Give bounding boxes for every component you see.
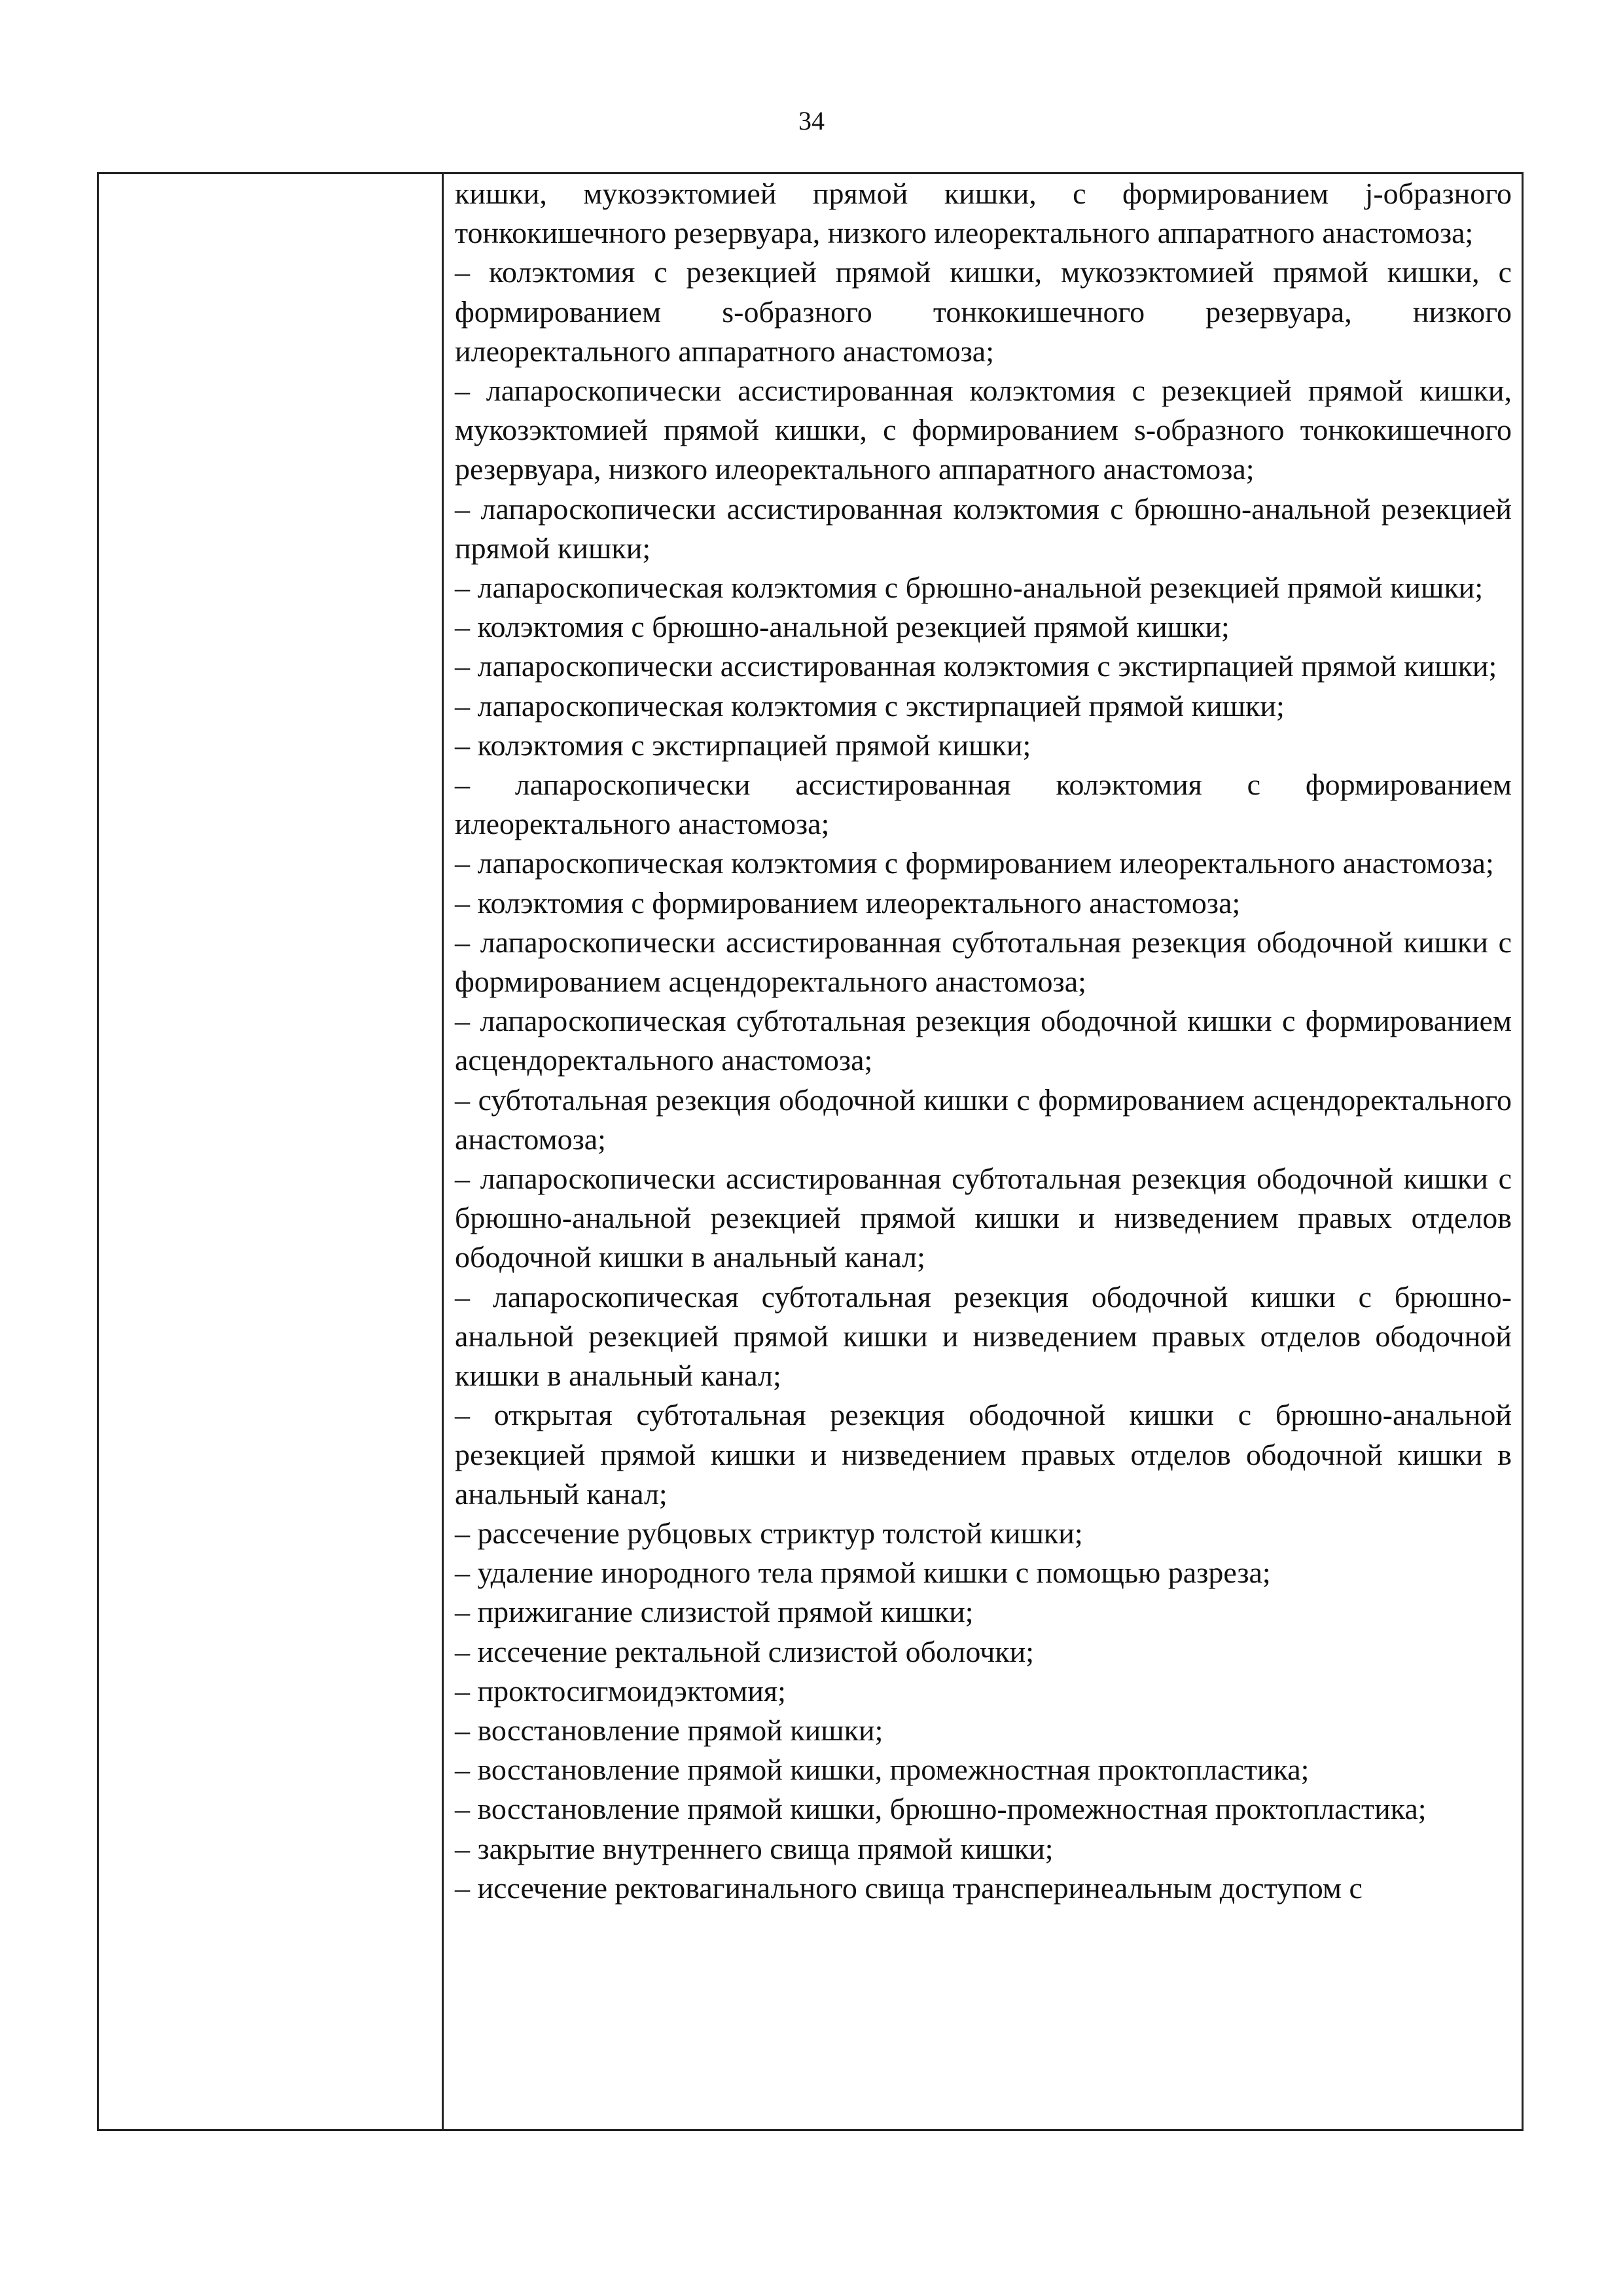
list-item: – лапароскопическая колэктомия с брюшно-анальной резекцией прямой кишки; [455, 571, 1484, 605]
list-item: – открытая субтотальная резекция ободочной кишки с брюшно-анальной резекцией прямой кишки и низведением правых отделов ободочной кишки в анальный канал; [455, 1398, 1512, 1511]
list-item: – лапароскопически ассистированная субтотальная резекция ободочной кишки с формированием асцендоректального анастомоза; [455, 925, 1512, 999]
list-item: – удаление инородного тела прямой кишки с помощью разреза; [455, 1556, 1271, 1590]
list-item: – восстановление прямой кишки, промежностная проктопластика; [455, 1753, 1310, 1787]
list-item: – колэктомия с резекцией прямой кишки, мукозэктомией прямой кишки, с формированием s-образного тонкокишечного резервуара, низкого илеоректального аппаратного анастомоза; [455, 255, 1512, 368]
list-item: – лапароскопически ассистированная колэктомия с брюшно-анальной резекцией прямой кишки; [455, 492, 1512, 565]
list-item: – восстановление прямой кишки; [455, 1713, 883, 1747]
list-item: – восстановление прямой кишки, брюшно-промежностная проктопластика; [455, 1792, 1427, 1826]
list-item: – лапароскопическая субтотальная резекция ободочной кишки с формированием асцендоректального анастомоза; [455, 1004, 1512, 1077]
list-item: – иссечение ректовагинального свища трансперинеальным доступом с [455, 1871, 1363, 1905]
list-item: – лапароскопическая субтотальная резекция ободочной кишки с брюшно-анальной резекцией прямой кишки и низведением правых отделов ободочной кишки в анальный канал; [455, 1280, 1512, 1393]
list-item: – колэктомия с экстирпацией прямой кишки; [455, 728, 1031, 762]
list-item: – прижигание слизистой прямой кишки; [455, 1595, 974, 1629]
list-item: – лапароскопически ассистированная колэктомия с экстирпацией прямой кишки; [455, 649, 1497, 683]
list-item: – субтотальная резекция ободочной кишки с формированием асцендоректального анастомоза; [455, 1083, 1512, 1156]
procedures-table [97, 172, 1524, 2131]
list-item: – рассечение рубцовых стриктур толстой кишки; [455, 1516, 1083, 1550]
page-number: 34 [798, 106, 825, 135]
list-item: – лапароскопически ассистированная колэктомия с резекцией прямой кишки, мукозэктомией прямой кишки, с формированием s-образного тонкокишечного резервуара, низкого илеоректального аппаратного анастомоза; [455, 374, 1512, 486]
list-item: – лапароскопическая колэктомия с экстирпацией прямой кишки; [455, 689, 1285, 723]
table-left-cell [99, 174, 444, 2129]
list-item: – проктосигмоидэктомия; [455, 1674, 786, 1708]
list-item: кишки, мукозэктомией прямой кишки, с формированием j-образного тонкокишечного резервуара, низкого илеоректального аппаратного анастомоза; [455, 177, 1512, 250]
table-right-cell [444, 174, 1522, 2129]
list-item: – иссечение ректальной слизистой оболочки; [455, 1634, 1035, 1668]
list-item: – колэктомия с брюшно-анальной резекцией прямой кишки; [455, 610, 1230, 644]
list-item: – лапароскопически ассистированная субтотальная резекция ободочной кишки с брюшно-анальной резекцией прямой кишки и низведением правых отделов ободочной кишки в анальный канал; [455, 1162, 1512, 1274]
procedure-list [455, 174, 1512, 1908]
list-item: – лапароскопическая колэктомия с формированием илеоректального анастомоза; [455, 846, 1494, 880]
list-item: – закрытие внутреннего свища прямой кишки; [455, 1831, 1054, 1865]
list-item: – лапароскопически ассистированная колэктомия с формированием илеоректального анастомоза; [455, 768, 1512, 841]
list-item: – колэктомия с формированием илеоректального анастомоза; [455, 886, 1241, 920]
